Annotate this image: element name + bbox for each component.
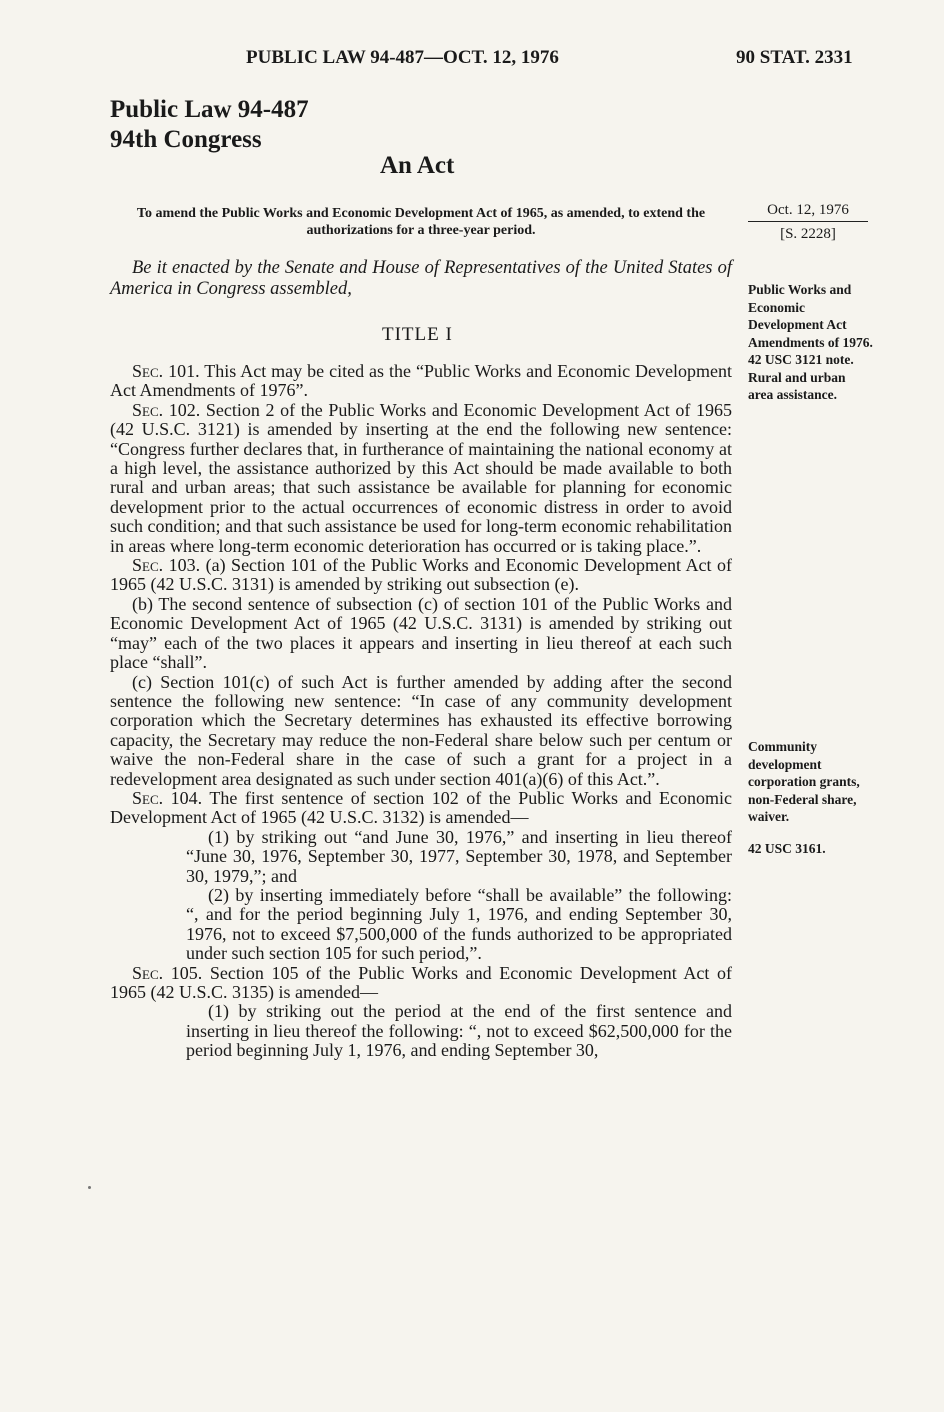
section-label: Sec. 102. xyxy=(132,399,201,420)
section-label: Sec. 105. xyxy=(132,962,203,983)
margin-note-cdc xyxy=(748,738,873,857)
scan-speck xyxy=(88,1186,91,1189)
running-head-law-date: PUBLIC LAW 94-487—OCT. 12, 1976 xyxy=(246,47,559,68)
section-105 xyxy=(110,964,732,1003)
margin-bill-number: [S. 2228] xyxy=(780,226,836,242)
enacting-clause: Be it enacted by the Senate and House of Representatives of the United States of America in Congress assembled, xyxy=(110,258,732,299)
margin-note-rural-urban: Rural and urban area assistance. xyxy=(748,369,846,402)
section-label: Sec. 103. xyxy=(132,555,201,576)
running-head-stat: 90 STAT. 2331 xyxy=(736,47,853,68)
long-title: To amend the Public Works and Economic Development Act of 1965, as amended, to extend the authorizations for a three-year period. xyxy=(136,206,706,238)
section-105-paragraph-1: (1) by striking out the period at the end of the first sentence and inserting in lieu thereof the following: “, not to exceed $62,500,000 for the period beginning July 1, 1976, and ending September 30, xyxy=(186,1001,732,1061)
section-104-paragraph-1: (1) by striking out “and June 30, 1976,” and inserting in lieu thereof “June 30, 1976, September 30, 1977, September 30, 1978, and September 30, 1979,”; and xyxy=(186,826,732,886)
margin-date: Oct. 12, 1976 xyxy=(748,202,868,222)
margin-note-text: Public Works and Economic Development Act Amendments of 1976. xyxy=(748,282,873,350)
section-text: The first sentence of section 102 of the Public Works and Economic Development Act of 1965 (42 U.S.C. 3132) is amended— xyxy=(110,787,732,828)
law-identifier xyxy=(110,95,309,155)
margin-note-text: Community development corporation grants, non-Federal share, waiver. xyxy=(748,739,860,824)
margin-note-citation: 42 USC 3121 note. xyxy=(748,352,854,367)
section-label: Sec. 104. xyxy=(132,787,203,808)
margin-note-short-title xyxy=(748,281,873,404)
margin-date-block xyxy=(748,202,868,243)
section-text: Section 105 of the Public Works and Economic Development Act of 1965 (42 U.S.C. 3135) is amended— xyxy=(110,962,733,1002)
section-text: Section 2 of the Public Works and Economic Development Act of 1965 (42 U.S.C. 3121) is amended by inserting at the end the following new sentence: “Congress further declares that, in furtherance of maintaining the national economy at a high level, the assistance authorized by this Act should be made available to both rural and urban areas; that such assistance be available for planning for economic development prior to the actual occurrences of economic distress in order to avoid such condition; and that such assistance be used for long-term economic rehabilitation in areas where long-term economic deterioration has occurred or is taking place.”. xyxy=(110,399,733,556)
section-103c: (c) Section 101(c) of such Act is further amended by adding after the second sentence the following new sentence: “In case of any community development corporation which the Secretary determines has exhausted its effective borrowing capacity, the Secretary may reduce the non-Federal share below such per centum or waive the non-Federal share in the case of such a grant for a project in a redevelopment area designated as such under section 401(a)(6) of this Act.”. xyxy=(110,671,732,789)
congress-number: 94th Congress xyxy=(110,126,262,153)
section-text: (a) Section 101 of the Public Works and Economic Development Act of 1965 (42 U.S.C. 3131) is amended by striking out subsection (e). xyxy=(110,555,732,595)
body-text xyxy=(110,362,732,1061)
margin-note-citation: 42 USC 3161. xyxy=(748,840,826,856)
section-text: This Act may be cited as the “Public Works and Economic Development Act Amendments of 1976”. xyxy=(110,361,732,401)
section-label: Sec. 101. xyxy=(132,361,200,381)
section-101 xyxy=(110,362,732,401)
section-103a xyxy=(110,556,732,595)
title-heading: TITLE I xyxy=(382,324,453,345)
running-head xyxy=(0,47,944,73)
section-103b: (b) The second sentence of subsection (c) of section 101 of the Public Works and Economic Development Act of 1965 (42 U.S.C. 3131) is amended by striking out “may” each of the two places it appears and inserting in lieu thereof at each such place “shall”. xyxy=(110,593,732,673)
public-law-number: Public Law 94-487 xyxy=(110,96,309,123)
section-102 xyxy=(110,401,732,556)
section-104 xyxy=(110,789,732,828)
section-104-paragraph-2: (2) by inserting immediately before “shall be available” the following: “, and for the period beginning July 1, 1976, and ending September 30, 1976, not to exceed $7,500,000 of the funds authorized to be appropriated under such section 105 for such period,”. xyxy=(186,884,732,964)
act-heading: An Act xyxy=(380,152,455,179)
